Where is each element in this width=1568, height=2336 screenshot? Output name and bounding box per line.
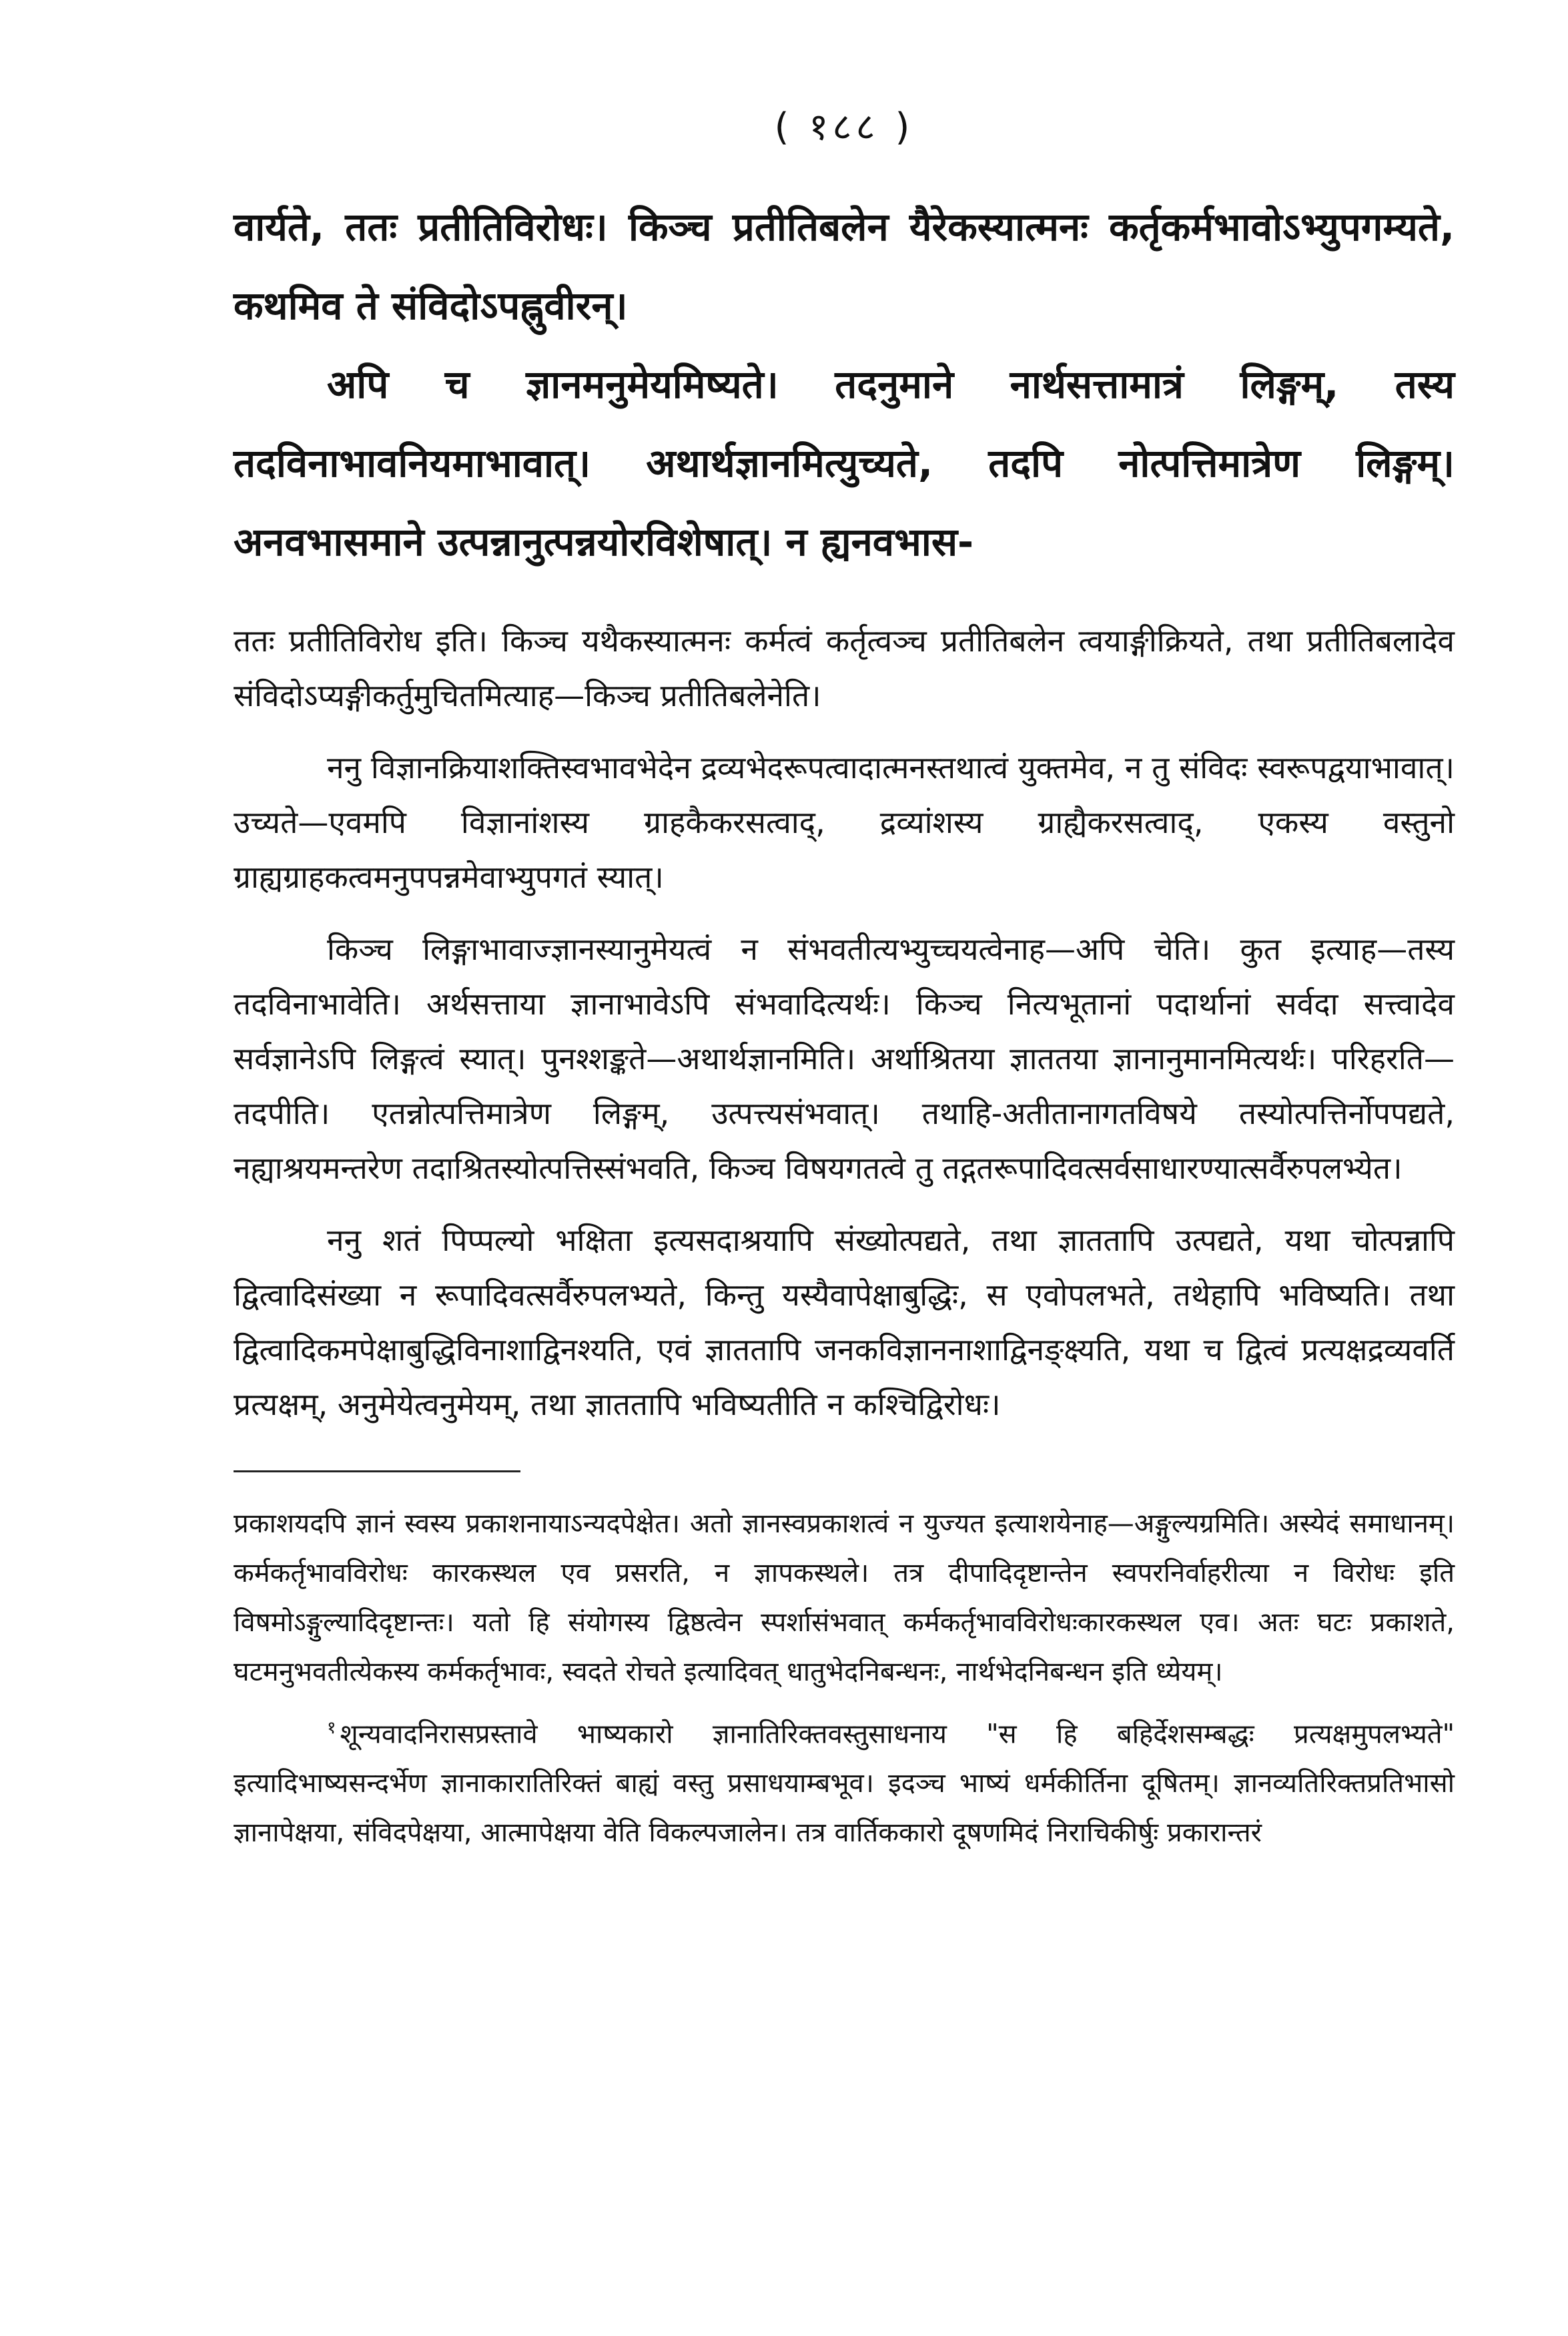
main-paragraph-1: वार्यते, ततः प्रतीतिविरोधः। किञ्च प्रतीतिबलेन यैरेकस्यात्मनः कर्तृकर्मभावोऽभ्युपगम्यते, कथमिव ते संविदोऽपह्नुवीरन्। bbox=[234, 204, 1455, 328]
footnote-2-marker: १ bbox=[327, 1718, 336, 1738]
commentary-paragraph-3: किञ्च लिङ्गाभावाज्ज्ञानस्यानुमेयत्वं न संभवतीत्यभ्युच्चयत्वेनाह—अपि चेति। कुत इत्याह—तस्य तदविनाभावेति। अर्थसत्ताया ज्ञानाभावेऽपि संभवादित्यर्थः। किञ्च नित्यभूतानां पदार्थानां सर्वदा सत्त्वादेव सर्वज्ञानेऽपि लिङ्गत्वं स्यात्। पुनश्शङ्कते—अथार्थज्ञानमिति। अर्थाश्रितया ज्ञाततया ज्ञानानुमानमित्यर्थः। परिहरति—तदपीति। एतन्नोत्पत्तिमात्रेण लिङ्गम्, उत्पत्त्यसंभवात्। तथाहि-अतीतानागतविषये तस्योत्पत्तिर्नोपपद्यते, नह्याश्रयमन्तरेण तदाश्रितस्योत्पत्तिस्संभवति, किञ्च विषयगतत्वे तु तद्गतरूपादिवत्सर्वसाधारण्यात्सर्वैरुपलभ्येत। bbox=[234, 931, 1455, 1186]
commentary-paragraph-2: ननु विज्ञानक्रियाशक्तिस्वभावभेदेन द्रव्यभेदरूपत्वादात्मनस्तथात्वं युक्तमेव, न तु संविदः स्वरूपद्वयाभावात्। उच्यते—एवमपि विज्ञानांशस्य ग्राहकैकरसत्वाद्, द्रव्यांशस्य ग्राह्यैकरसत्वाद्, एकस्य वस्तुनो ग्राह्यग्राहकत्वमनुपपन्नमेवाभ्युपगतं स्यात्। bbox=[234, 750, 1455, 895]
main-text-block bbox=[234, 188, 1455, 581]
commentary-paragraph-1: ततः प्रतीतिविरोध इति। किञ्च यथैकस्यात्मनः कर्मत्वं कर्तृत्वञ्च प्रतीतिबलेन त्वयाङ्गीक्रियते, तथा प्रतीतिबलादेव संविदोऽप्यङ्गीकर्तुमुचितमित्याह—किञ्च प्रतीतिबलेनेति। bbox=[234, 623, 1455, 713]
commentary-paragraph-4: ननु शतं पिप्पल्यो भक्षिता इत्यसदाश्रयापि संख्योत्पद्यते, तथा ज्ञाततापि उत्पद्यते, यथा चोत्पन्नापि द्वित्वादिसंख्या न रूपादिवत्सर्वैरुपलभ्यते, किन्तु यस्यैवापेक्षाबुद्धिः, स एवोपलभते, तथेहापि भविष्यति। तथा द्वित्वादिकमपेक्षाबुद्धिविनाशाद्विनश्यति, एवं ज्ञाततापि जनकविज्ञाननाशाद्विनङ्क्ष्यति, यथा च द्वित्वं प्रत्यक्षद्रव्यवर्ति प्रत्यक्षम्, अनुमेयेत्वनुमेयम्, तथा ज्ञाततापि भविष्यतीति न कश्चिद्विरोधः। bbox=[234, 1222, 1455, 1422]
footnotes-block bbox=[234, 1499, 1455, 1857]
footnote-1-text: प्रकाशयदपि ज्ञानं स्वस्य प्रकाशनायाऽन्यदपेक्षेत। अतो ज्ञानस्वप्रकाशत्वं न युज्यत इत्याशयेनाह—अङ्गुल्यग्रमिति। अस्येदं समाधानम्। कर्मकर्तृभावविरोधः कारकस्थल एव प्रसरति, न ज्ञापकस्थले। तत्र दीपादिदृष्टान्तेन स्वपरनिर्वाहरीत्या न विरोधः इति विषमोऽङ्गुल्यादिदृष्टान्तः। यतो हि संयोगस्य द्विष्ठत्वेन स्पर्शासंभवात् कर्मकर्तृभावविरोधःकारकस्थल एव। अतः घटः प्रकाशते, घटमनुभवतीत्येकस्य कर्मकर्तृभावः, स्वदते रोचते इत्यादिवत् धातुभेदनिबन्धनः, नार्थभेदनिबन्धन इति ध्येयम्। bbox=[234, 1508, 1455, 1687]
main-paragraph-2: अपि च ज्ञानमनुमेयमिष्यते। तदनुमाने नार्थसत्तामात्रं लिङ्गम्, तस्य तदविनाभावनियमाभावात्। अथार्थज्ञानमित्युच्यते, तदपि नोत्पत्तिमात्रेण लिङ्गम्। अनवभासमाने उत्पन्नानुत्पन्नयोरविशेषात्। न ह्यनवभास- bbox=[234, 362, 1455, 565]
footnote-2-text: शून्यवादनिरासप्रस्तावे भाष्यकारो ज्ञानातिरिक्तवस्तुसाधनाय "स हि बहिर्देशसम्बद्धः प्रत्यक्षमुपलभ्यते" इत्यादिभाष्यसन्दर्भेण ज्ञानाकारातिरिक्तं बाह्यं वस्तु प्रसाधयाम्बभूव। इदञ्च भाष्यं धर्मकीर्तिना दूषितम्। ज्ञानव्यतिरिक्तप्रतिभासो ज्ञानापेक्षया, संविदपेक्षया, आत्मापेक्षया वेति विकल्पजालेन। तत्र वार्तिककारो दूषणमिदं निराचिकीर्षुः प्रकारान्तरं bbox=[234, 1719, 1455, 1849]
footnote-divider bbox=[234, 1470, 520, 1472]
footnote-1 bbox=[234, 1499, 1455, 1697]
page-number: ( १८८ ) bbox=[774, 105, 914, 149]
commentary-block bbox=[234, 613, 1455, 1432]
book-page bbox=[234, 100, 1455, 1864]
footnote-2 bbox=[234, 1703, 1455, 1857]
